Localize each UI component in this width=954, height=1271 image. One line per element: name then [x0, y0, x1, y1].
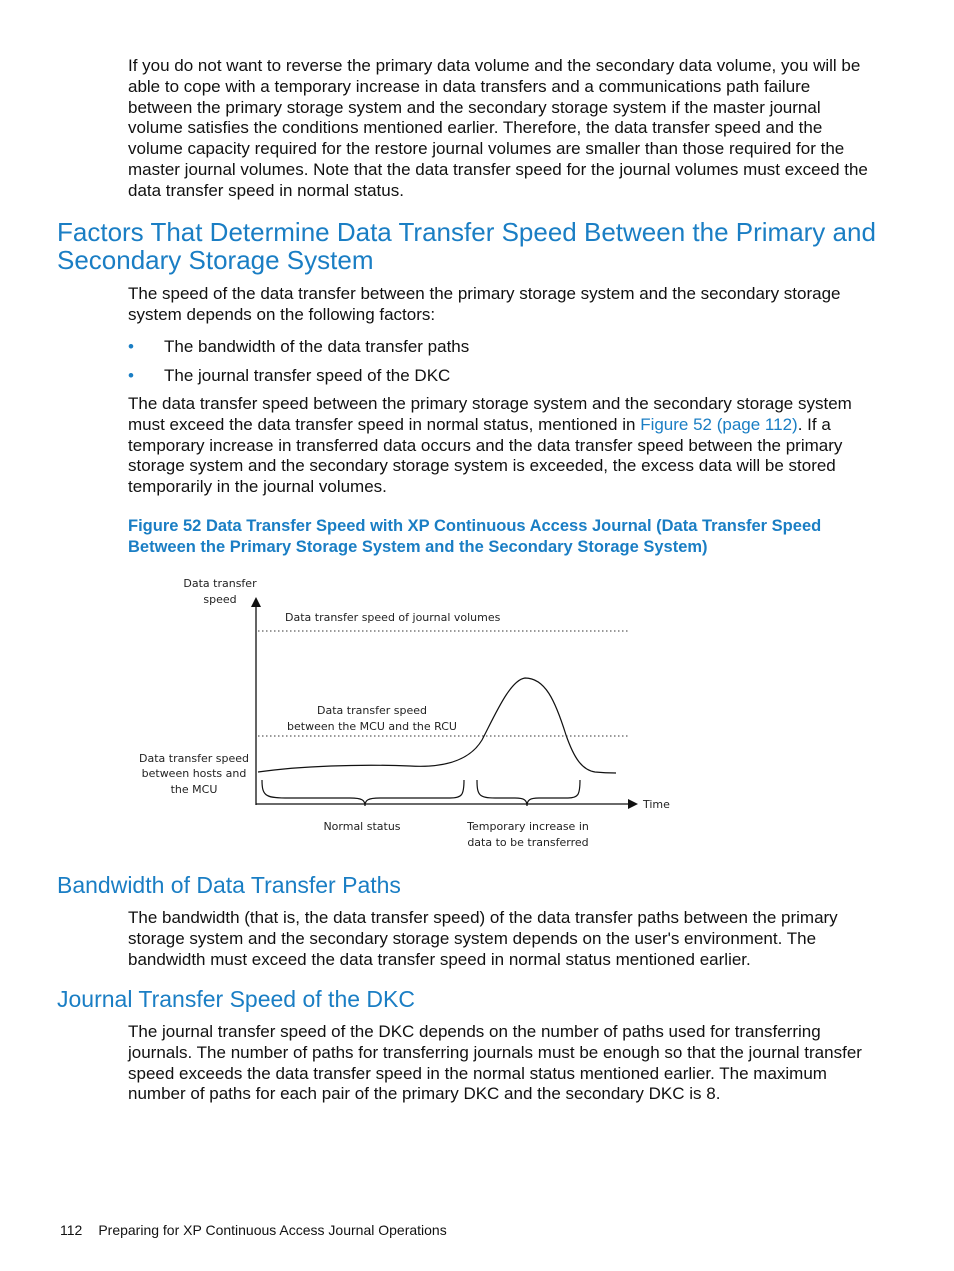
figure-caption: Figure 52 Data Transfer Speed with XP Continuous Access Journal (Data Transfer Speed Between the Primary Storage System and the Secondary Storage System) — [128, 517, 822, 556]
page-footer — [60, 1222, 447, 1238]
bandwidth-paragraph: The bandwidth (that is, the data transfer speed) of the data transfer paths between the primary storage system and the secondary storage system depends on the user's environment. The bandwidth must exceed the data transfer speed in normal status mentioned earlier. — [128, 908, 838, 969]
mcu-rcu-label-line2: between the MCU and the RCU — [287, 720, 457, 733]
y-axis-arrow-icon — [251, 597, 261, 607]
factors-intro-paragraph: The speed of the data transfer between the primary storage system and the secondary storage system depends on the following factors: — [128, 284, 841, 324]
temporary-increase-label-line1: Temporary increase in — [467, 820, 589, 833]
paragraph-text-before-link: The data transfer speed between the primary storage system and the secondary storage system must exceed the data transfer speed in normal status, mentioned in — [128, 394, 852, 434]
journal-speed-label: Data transfer speed of journal volumes — [285, 611, 501, 624]
temporary-increase-brace — [477, 780, 580, 806]
journal-transfer-paragraph: The journal transfer speed of the DKC depends on the number of paths used for transferring journals. The number of paths for transferring journals must be enough so that the journal transfer speed exceeds the data transfer speed in the normal status mentioned earlier. The maximum number of paths for each pair of the primary DKC and the secondary DKC is 8. — [128, 1022, 862, 1104]
hosts-mcu-label-line1: Data transfer speed — [139, 752, 249, 765]
page-number: 112 — [60, 1222, 83, 1238]
hosts-mcu-label-line3: the MCU — [170, 783, 218, 796]
section-heading-factors: Factors That Determine Data Transfer Speed Between the Primary and Secondary Storage System — [57, 217, 876, 275]
bullet-text: The bandwidth of the data transfer paths — [164, 337, 470, 356]
bullet-icon: • — [128, 366, 134, 385]
x-axis-arrow-icon — [628, 799, 638, 809]
normal-status-label: Normal status — [323, 820, 401, 833]
y-axis-label-line1: Data transfer — [183, 577, 257, 590]
mcu-rcu-label-line1: Data transfer speed — [317, 704, 427, 717]
bullet-icon: • — [128, 337, 134, 356]
time-axis-label: Time — [643, 798, 670, 811]
section-heading-journal-transfer: Journal Transfer Speed of the DKC — [57, 986, 415, 1012]
intro-paragraph: If you do not want to reverse the primary data volume and the secondary data volume, you will be able to cope with a temporary increase in data transfers and a communications path failure between the primary storage system and the secondary storage system if the master journal volume satisfies the conditions mentioned earlier. Therefore, the data transfer speed and the volume capacity required for the restore journal volumes are smaller than those required for the master journal volumes. Note that the data transfer speed for the journal volumes must exceed the data transfer speed in normal status. — [128, 56, 868, 200]
bullet-text: The journal transfer speed of the DKC — [164, 366, 451, 385]
y-axis-label-line2: speed — [203, 593, 237, 606]
hosts-mcu-label-line2: between hosts and — [141, 767, 247, 780]
temporary-increase-label-line2: data to be transferred — [467, 836, 589, 849]
footer-title: Preparing for XP Continuous Access Journal Operations — [98, 1222, 447, 1238]
section-heading-bandwidth: Bandwidth of Data Transfer Paths — [57, 872, 401, 898]
paragraph-text-after-link: . If a temporary increase in transferred data occurs and the data transfer speed between the primary storage system and the secondary storage system is exceeded, the excess data will be stored temporarily in the journal volumes. — [128, 414, 843, 497]
figure-52-link[interactable]: Figure 52 (page 112) — [640, 414, 798, 434]
normal-status-brace — [262, 780, 464, 806]
